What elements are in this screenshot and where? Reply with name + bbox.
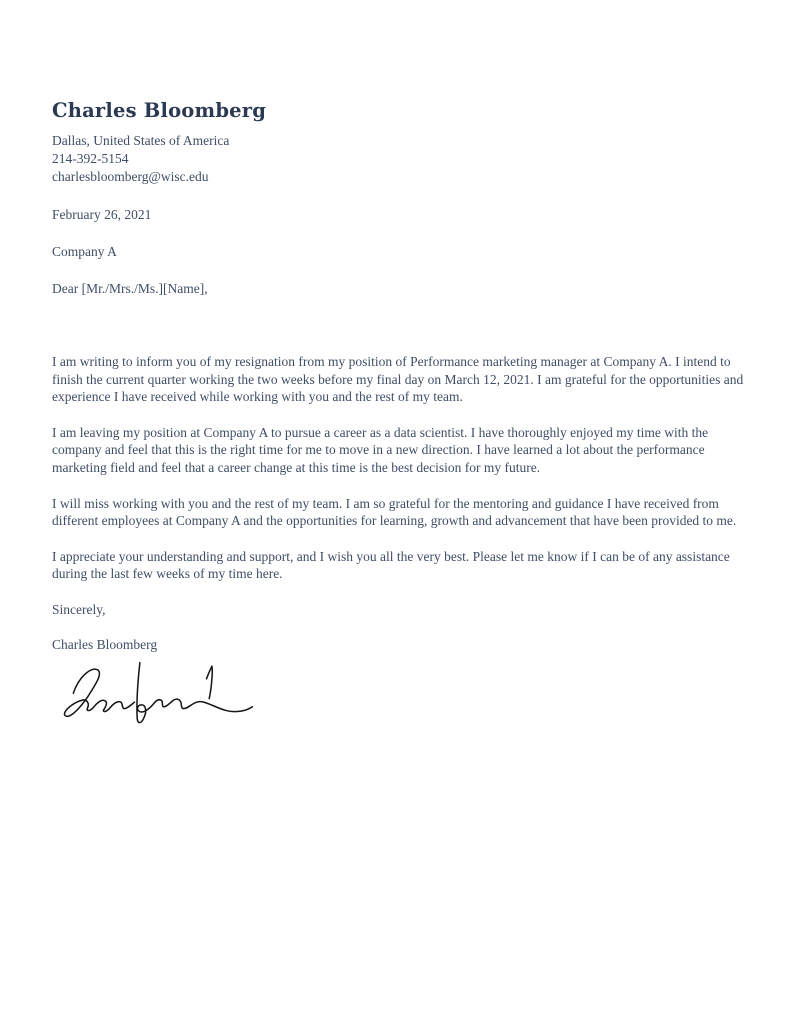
handwritten-signature-icon: [52, 659, 262, 731]
sender-header: [52, 98, 748, 186]
body-paragraph-2: I am leaving my position at Company A to pursue a career as a data scientist. I have thoroughly enjoyed my time with the company and feel that this is the right time for me to move in a new direction. I have learned a lot about the performance marketing field and feel that a career change at this time is the best decision for my future.: [52, 424, 709, 475]
sender-location: Dallas, United States of America: [52, 133, 230, 148]
letter-date: February 26, 2021: [52, 207, 152, 222]
signed-name: Charles Bloomberg: [52, 637, 158, 653]
closing: Sincerely,: [52, 601, 106, 617]
body-paragraph-1: I am writing to inform you of my resignation from my position of Performance marketing manager at Company A. I intend to finish the current quarter working the two weeks before my final day on March 12, 2021. I am grateful for the opportunities and experience I have received while working with you and the rest of my team.: [52, 354, 744, 405]
salutation: Dear [Mr./Mrs./Ms.][Name],: [52, 281, 208, 296]
sender-email: charlesbloomberg@wisc.edu: [52, 169, 209, 184]
sender-name: Charles Bloomberg: [52, 99, 267, 122]
sender-phone: 214-392-5154: [52, 151, 129, 166]
body-paragraph-4: I appreciate your understanding and support, and I wish you all the very best. Please let me know if I can be of any assistance during the last few weeks of my time here.: [52, 548, 730, 582]
body-paragraph-3: I will miss working with you and the rest of my team. I am so grateful for the mentoring and guidance I have received from different employees at Company A and the opportunities for learning, growth and advancement that have been provided to me.: [52, 495, 737, 529]
letter-body: [52, 353, 748, 583]
recipient-name: Company A: [52, 244, 117, 259]
